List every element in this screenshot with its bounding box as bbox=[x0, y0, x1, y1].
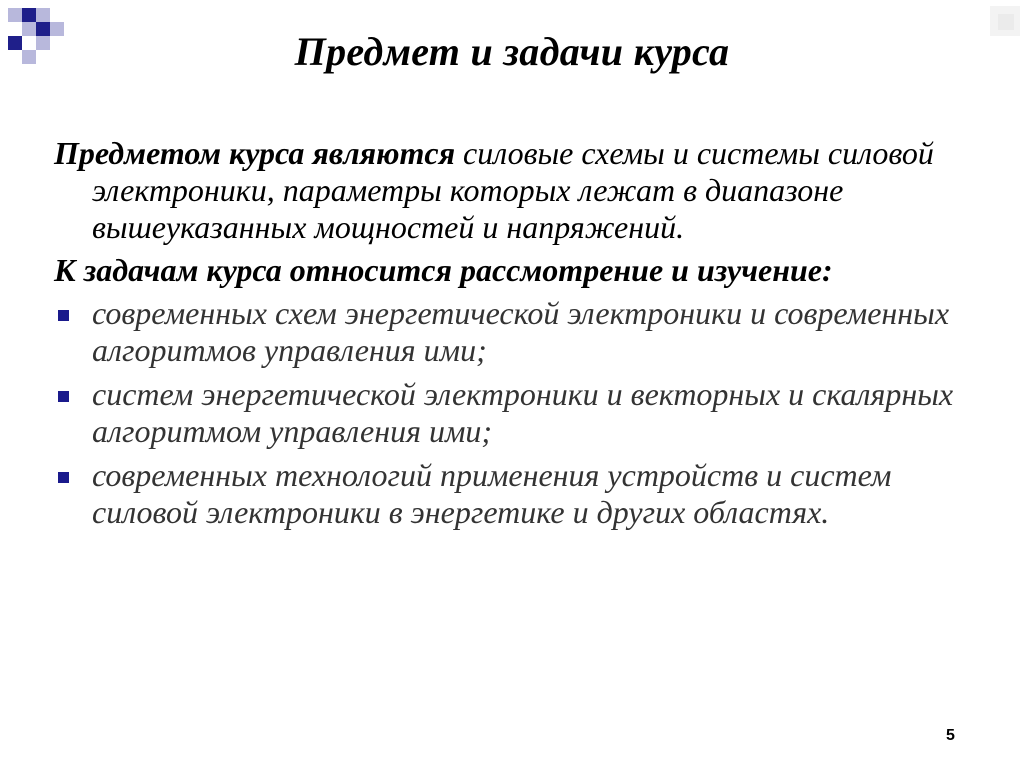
square-bullet-icon bbox=[58, 310, 69, 321]
slide-body bbox=[54, 135, 974, 538]
paragraph-subject-lead: Предметом курса являются bbox=[54, 135, 456, 171]
slide-title: Предмет и задачи курса bbox=[294, 29, 730, 74]
paragraph-subject-text: силовые схемы и системы силовой электроники, параметры которых лежат в диапазоне вышеуказанных мощностей и напряжений. bbox=[92, 135, 934, 245]
list-item-text: современных технологий применения устройств и систем силовой электроники в энергетике и других областях. bbox=[92, 457, 892, 530]
square-bullet-icon bbox=[58, 472, 69, 483]
list-item-text: современных схем энергетической электроники и современных алгоритмов управления ими; bbox=[92, 295, 950, 368]
list-item-text: систем энергетической электроники и векторных и скалярных алгоритмом управления ими; bbox=[92, 376, 954, 449]
list-item bbox=[54, 457, 974, 531]
paragraph-tasks-lead: К задачам курса относится рассмотрение и изучение: bbox=[54, 252, 833, 288]
page-number: 5 bbox=[946, 727, 955, 744]
list-item bbox=[54, 295, 974, 369]
paragraph-tasks bbox=[54, 252, 974, 289]
list-item bbox=[54, 376, 974, 450]
square-bullet-icon bbox=[58, 391, 69, 402]
task-list bbox=[54, 295, 974, 531]
paragraph-subject bbox=[54, 135, 974, 246]
